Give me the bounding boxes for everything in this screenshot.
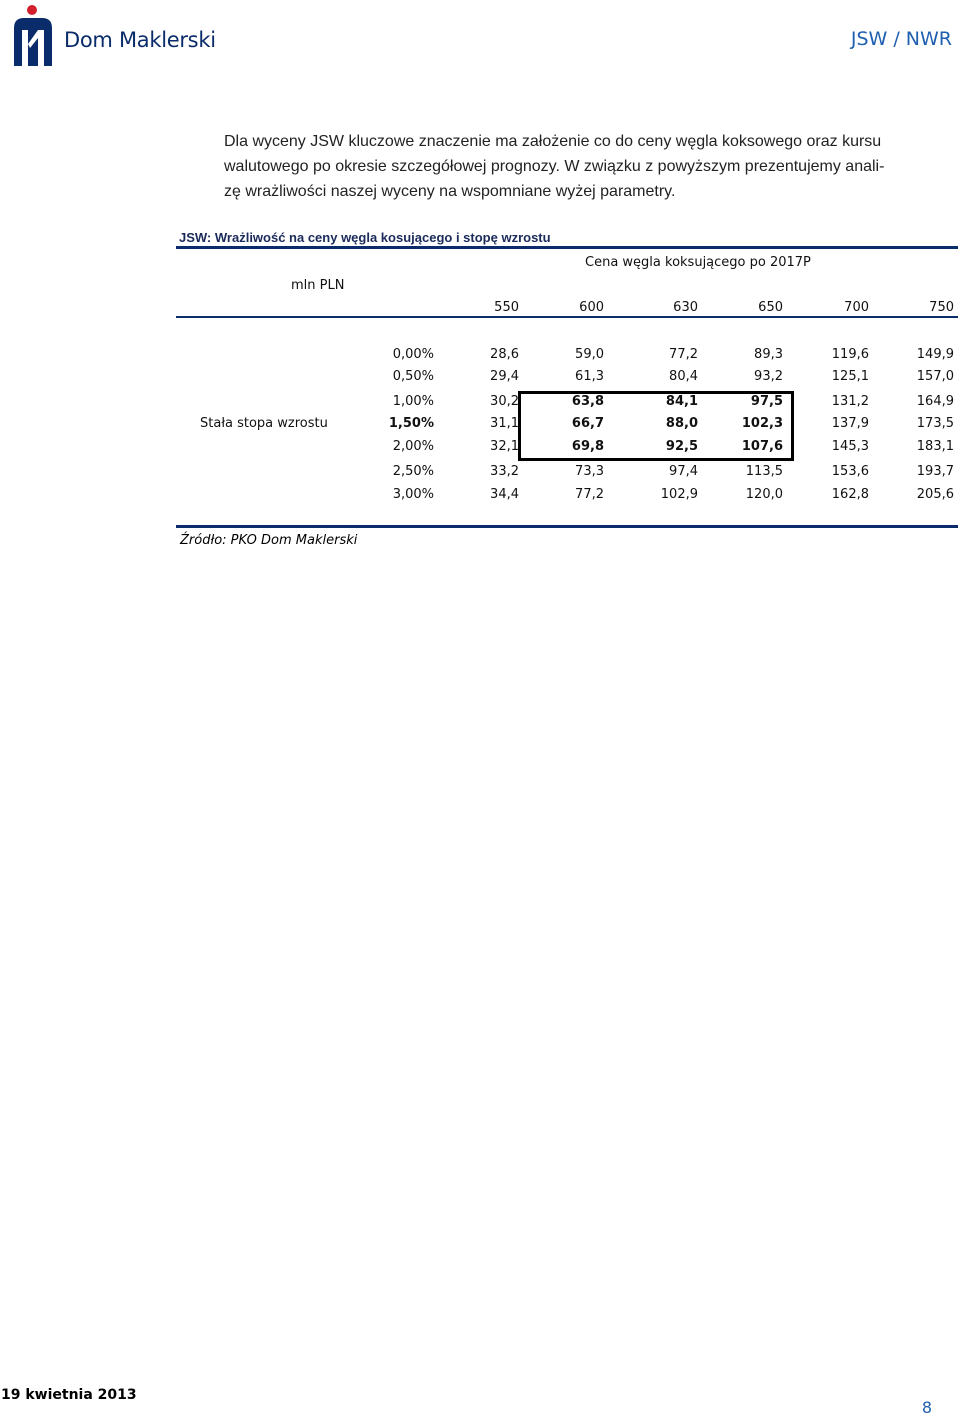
table-cell: 193,7 xyxy=(916,464,954,479)
pko-logo-icon xyxy=(10,4,56,66)
table-cell: 34,4 xyxy=(490,487,519,502)
growth-rate: 1,50% xyxy=(388,416,434,431)
column-header: 600 xyxy=(579,300,604,315)
table-cell: 61,3 xyxy=(575,369,604,384)
table-bottom-rule xyxy=(176,525,958,528)
brand-logo xyxy=(10,4,216,66)
table-cell: 145,3 xyxy=(831,439,869,454)
growth-rate: 2,50% xyxy=(392,464,434,479)
table-cell: 77,2 xyxy=(575,487,604,502)
table-source: Źródło: PKO Dom Maklerski xyxy=(180,533,358,548)
table-cell: 120,0 xyxy=(745,487,783,502)
header-rule xyxy=(176,316,958,318)
column-header: 630 xyxy=(673,300,698,315)
table-cell: 31,1 xyxy=(490,416,519,431)
table-cell: 29,4 xyxy=(490,369,519,384)
column-group-label: Cena węgla koksującego po 2017P xyxy=(585,255,811,270)
table-cell: 84,1 xyxy=(665,394,698,409)
report-title: JSW / NWR xyxy=(850,28,952,50)
column-header: 650 xyxy=(758,300,783,315)
table-cell: 149,9 xyxy=(916,347,954,362)
table-cell: 33,2 xyxy=(490,464,519,479)
column-header: 700 xyxy=(844,300,869,315)
table-cell: 119,6 xyxy=(831,347,869,362)
table-cell: 77,2 xyxy=(669,347,698,362)
intro-line: Dla wyceny JSW kluczowe znaczenie ma założenie co do ceny węgla koksowego oraz kursu xyxy=(224,133,882,150)
brand-name: Dom Maklerski xyxy=(64,28,216,52)
growth-rate: 3,00% xyxy=(392,487,434,502)
growth-rate: 0,00% xyxy=(392,347,434,362)
table-cell: 113,5 xyxy=(745,464,783,479)
table-cell: 125,1 xyxy=(831,369,869,384)
column-header: 550 xyxy=(494,300,519,315)
table-cell: 97,5 xyxy=(750,394,783,409)
row-group-label: Stała stopa wzrostu xyxy=(200,416,328,431)
intro-line: zę wrażliwości naszej wyceny na wspomniane wyżej parametry. xyxy=(224,183,676,200)
table-cell: 89,3 xyxy=(754,347,783,362)
table-cell: 164,9 xyxy=(916,394,954,409)
table-cell: 30,2 xyxy=(490,394,519,409)
intro-paragraph xyxy=(221,129,901,204)
table-cell: 153,6 xyxy=(831,464,869,479)
footer-date: 19 kwietnia 2013 xyxy=(1,1387,137,1403)
table-cell: 73,3 xyxy=(575,464,604,479)
table-cell: 80,4 xyxy=(669,369,698,384)
table-cell: 102,9 xyxy=(660,487,698,502)
table-cell: 59,0 xyxy=(575,347,604,362)
table-title: JSW: Wrażliwość na ceny węgla kosującego i stopę wzrostu xyxy=(179,230,551,245)
table-top-rule xyxy=(176,246,958,249)
table-cell: 63,8 xyxy=(571,394,604,409)
page-number: 8 xyxy=(921,1398,932,1417)
table-cell: 92,5 xyxy=(665,439,698,454)
table-cell: 107,6 xyxy=(741,439,783,454)
table-cell: 28,6 xyxy=(490,347,519,362)
table-cell: 88,0 xyxy=(665,416,698,431)
growth-rate: 0,50% xyxy=(392,369,434,384)
table-cell: 97,4 xyxy=(669,464,698,479)
table-cell: 162,8 xyxy=(831,487,869,502)
table-cell: 93,2 xyxy=(754,369,783,384)
table-cell: 173,5 xyxy=(916,416,954,431)
table-cell: 102,3 xyxy=(741,416,783,431)
growth-rate: 1,00% xyxy=(392,394,434,409)
intro-line: walutowego po okresie szczegółowej prognozy. W związku z powyższym prezentujemy anali- xyxy=(224,158,885,175)
table-cell: 131,2 xyxy=(831,394,869,409)
table-cell: 183,1 xyxy=(916,439,954,454)
column-header: 750 xyxy=(929,300,954,315)
table-cell: 205,6 xyxy=(916,487,954,502)
unit-label: mln PLN xyxy=(291,278,345,293)
growth-rate: 2,00% xyxy=(392,439,434,454)
table-cell: 157,0 xyxy=(916,369,954,384)
table-cell: 32,1 xyxy=(490,439,519,454)
table-cell: 137,9 xyxy=(831,416,869,431)
table-cell: 66,7 xyxy=(571,416,604,431)
table-cell: 69,8 xyxy=(571,439,604,454)
